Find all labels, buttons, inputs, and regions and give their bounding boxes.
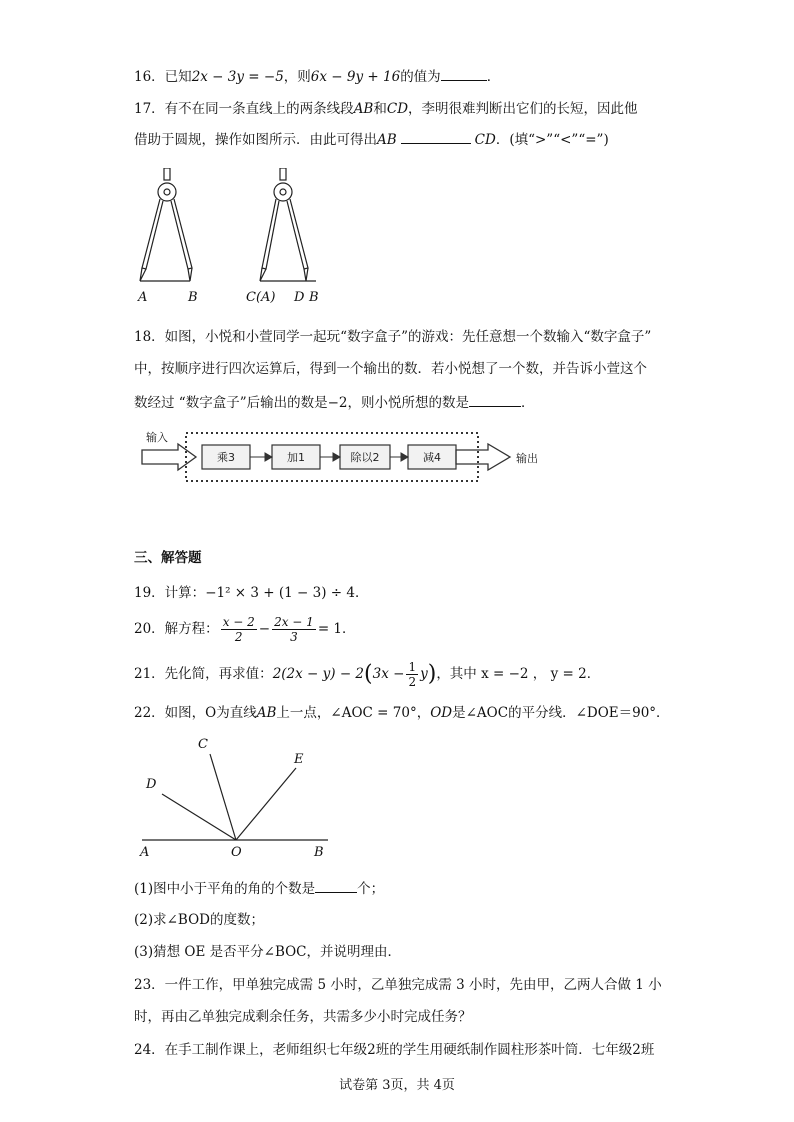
q21-half (406, 660, 418, 689)
q21-line: 21．先化简，再求值：2(2x − y) − 2(3x − $\frac{1}{2}$ y)，其中 x = −2 ， y = 2． (134, 660, 601, 689)
flow-input-label: 输入 (146, 431, 168, 444)
q22-angle-figure (138, 740, 338, 858)
q22-sub1-text: (1)图中小于平角的角的个数是 (134, 881, 316, 897)
q22-line (134, 703, 670, 723)
step-label-2: 加1 (287, 451, 305, 464)
q20-den1: 2 (234, 630, 243, 644)
q18-line3 (134, 392, 535, 413)
q16-prefix: 16．已知 (134, 69, 192, 85)
q17-ab-2: AB (377, 132, 397, 148)
q21-expr-b: 3x − (372, 666, 405, 682)
q22-text-b: 上一点，∠AOC = 70°， (276, 705, 431, 721)
q21-expr-a: 2(2x − y) − 2 (272, 666, 365, 682)
q20-num2: 2x − 1 (274, 615, 314, 629)
q17-label-d: D (294, 290, 305, 305)
q21-condition: ，其中 x = −2 ， y = 2． (436, 666, 601, 682)
q16-equation: 2x − 3y = −5 (191, 69, 284, 85)
q19-expression: −1² × 3 + (1 − 3) ÷ 4 (205, 585, 355, 601)
q16-value-text: 的值为 (400, 69, 441, 85)
q22-od: OD (430, 705, 453, 721)
q22-ab: AB (256, 705, 277, 721)
q22-text-c: 是∠AOC的平分线．∠DOE＝90°． (452, 705, 670, 721)
ray-oc (210, 754, 236, 840)
q23-line2: 时，再由乙单独完成剩余任务，共需多少小时完成任务？ (134, 1009, 472, 1025)
compass-2 (260, 168, 316, 281)
q20-minus: − (258, 621, 271, 637)
q17-text1-end: ，李明很难判断出它们的长短，因此他 (408, 101, 638, 117)
q17-label-b: B (188, 290, 198, 305)
q16-end: ． (486, 69, 501, 85)
q22-label-a: A (140, 845, 150, 860)
q21-expr-c: y (420, 666, 428, 682)
q22-sub1-end: 个； (357, 881, 385, 897)
page-footer: 试卷第 3页，共 4页 (339, 1078, 455, 1093)
q17-and: 和 (373, 101, 387, 117)
q22-label-o: O (231, 845, 242, 860)
q19-end: ． (354, 585, 369, 601)
q17-label-a: A (138, 290, 148, 305)
step-label-4: 减4 (423, 451, 441, 464)
q19-label: 19．计算： (134, 585, 206, 601)
output-arrow (456, 444, 510, 470)
q22-label-c: C (198, 737, 208, 752)
step-label-1: 乘3 (217, 451, 235, 464)
q21-half-den: 2 (408, 675, 417, 689)
q17-answer-blank[interactable] (401, 129, 471, 144)
q16-expression: 6x − 9y + 16 (310, 69, 401, 85)
q22-label-e: E (294, 752, 304, 767)
q20-num1: x − 2 (222, 615, 255, 629)
flow-output-label: 输出 (516, 452, 538, 465)
q18-flow-diagram (138, 428, 578, 488)
q20-fraction-1 (221, 615, 257, 644)
q16-answer-blank[interactable] (441, 66, 487, 81)
compass-1 (140, 168, 192, 281)
input-arrow (142, 444, 196, 470)
q17-label-b2: B (309, 290, 319, 305)
section-title: 三、解答题 (134, 550, 202, 566)
q22-label-d: D (146, 777, 157, 792)
q20-line (134, 614, 356, 644)
q17-cd: CD (386, 101, 409, 117)
q17-label-ca: C(A) (246, 290, 276, 305)
q22-sub1 (134, 878, 384, 899)
q24-line1: 24．在手工制作课上，老师组织七年级2班的学生用硬纸制作圆柱形茶叶筒．七年级2班 (134, 1042, 655, 1058)
step-label-3: 除以2 (350, 451, 380, 464)
q17-ab: AB (353, 101, 374, 117)
q21-half-num: 1 (408, 660, 417, 674)
q22-answer-blank[interactable] (315, 878, 357, 893)
q17-line2 (134, 129, 609, 150)
q17-text1: 17．有不在同一条直线上的两条线段 (134, 101, 354, 117)
q17-text2-end: ．(填“>”“<”“=”) (495, 132, 609, 148)
q18-line2: 中，按顺序进行四次运算后，得到一个输出的数．若小悦想了一个数，并告诉小萱这个 (134, 361, 647, 377)
q17-cd-2: CD (474, 132, 496, 148)
q20-fraction-2 (272, 615, 316, 644)
q20-label: 20．解方程： (134, 621, 219, 637)
ray-oe (236, 768, 296, 840)
q17-text2: 借助于圆规，操作如图所示．由此可得出 (134, 132, 377, 148)
q22-sub2: (2)求∠BOD的度数； (134, 912, 264, 928)
q22-text-a: 22．如图，O为直线 (134, 705, 257, 721)
q16-line (134, 66, 500, 87)
q20-rhs: = 1． (317, 621, 356, 637)
q23-line1: 23．一件工作，甲单独完成需 5 小时，乙单独完成需 3 小时，先由甲，乙两人合做 1 小 (134, 977, 662, 993)
q18-answer-blank[interactable] (469, 392, 521, 407)
q17-compass-figure (130, 168, 360, 293)
q17-line1 (134, 99, 638, 119)
q22-sub3: (3)猜想 OE 是否平分∠BOC，并说明理由． (134, 944, 402, 960)
q18-line1: 18．如图，小悦和小萱同学一起玩“数字盒子”的游戏：先任意想一个数输入“数字盒子” (134, 329, 652, 345)
ray-od (162, 794, 236, 840)
q19-line (134, 583, 368, 603)
q22-label-b: B (314, 845, 324, 860)
q21-label: 21．先化简，再求值： (134, 666, 273, 682)
q20-den2: 3 (290, 630, 298, 644)
q16-then: ，则 (283, 69, 311, 85)
q18-end: ． (521, 395, 535, 411)
q18-text3: 数经过 “数字盒子”后输出的数是−2，则小悦所想的数是 (134, 395, 469, 411)
